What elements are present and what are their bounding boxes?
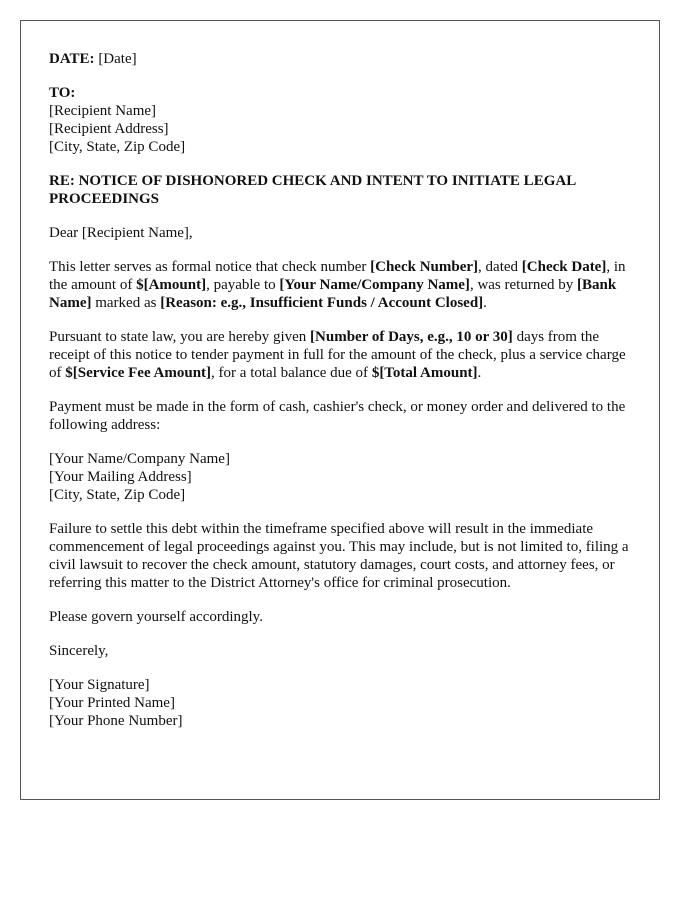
printed-name: [Your Printed Name]: [49, 695, 175, 711]
check-date: [Check Date]: [521, 259, 607, 275]
p1-text-2: , dated: [478, 259, 522, 275]
recipient-address: [Recipient Address]: [49, 121, 169, 137]
p1-text-7: .: [483, 295, 487, 311]
sender-name: [Your Name/Company Name]: [49, 451, 230, 467]
closing: Sincerely,: [49, 643, 109, 659]
subject-line: RE: NOTICE OF DISHONORED CHECK AND INTENT TO INITIATE LEGAL PROCEEDINGS: [49, 173, 576, 207]
recipient-name: [Recipient Name]: [49, 103, 157, 119]
p1-text-4: , payable to: [206, 277, 280, 293]
signature-block: [49, 676, 631, 730]
date-label: DATE:: [49, 51, 95, 67]
days-allowed: [Number of Days, e.g., 10 or 30]: [310, 329, 513, 345]
total-amount: $[Total Amount]: [371, 365, 478, 381]
letter-document: [20, 20, 660, 800]
recipient-city: [City, State, Zip Code]: [49, 139, 186, 155]
check-number: [Check Number]: [370, 259, 479, 275]
paragraph-payment: Payment must be made in the form of cash, cashier's check, or money order and delivered to the following address:: [49, 399, 626, 433]
signature: [Your Signature]: [49, 677, 150, 693]
to-label: TO:: [49, 85, 76, 101]
p1-text-6: marked as: [91, 295, 161, 311]
date-value: [Date]: [98, 51, 137, 67]
date-line: [49, 50, 631, 68]
p2-text-3: , for a total balance due of: [211, 365, 372, 381]
p2-text-4: .: [477, 365, 482, 381]
service-fee: $[Service Fee Amount]: [65, 365, 212, 381]
check-amount: $[Amount]: [136, 277, 207, 293]
bank-name: [Bank Name]: [49, 277, 617, 311]
p2-text-1: Pursuant to state law, you are hereby given: [49, 329, 311, 345]
return-reason: [Reason: e.g., Insufficient Funds / Account Closed]: [160, 295, 484, 311]
payment-address-block: [49, 450, 631, 504]
p1-text-1: This letter serves as formal notice that check number: [49, 259, 371, 275]
paragraph-govern: Please govern yourself accordingly.: [49, 609, 263, 625]
paragraph-consequences: Failure to settle this debt within the timeframe specified above will result in the immediate commencement of legal proceedings against you. This may include, but is not limited to, filing a civil lawsuit to recover the check amount, statutory damages, court costs, and attorney fees, or referring this matter to the District Attorney's office for criminal prosecution.: [49, 521, 629, 591]
payee-name: [Your Name/Company Name]: [279, 277, 470, 293]
paragraph-notice: [49, 258, 631, 312]
phone-number: [Your Phone Number]: [49, 713, 183, 729]
p1-text-5: , was returned by: [469, 277, 577, 293]
p1-text-3: , in the amount of: [49, 259, 626, 293]
sender-mailing-address: [Your Mailing Address]: [49, 469, 192, 485]
recipient-block: [49, 84, 631, 156]
sender-city: [City, State, Zip Code]: [49, 487, 186, 503]
p2-text-2: days from the receipt of this notice to tender payment in full for the amount of the check, plus a service charge of: [49, 329, 626, 381]
salutation: Dear [Recipient Name],: [49, 225, 193, 241]
paragraph-terms: [49, 328, 631, 382]
